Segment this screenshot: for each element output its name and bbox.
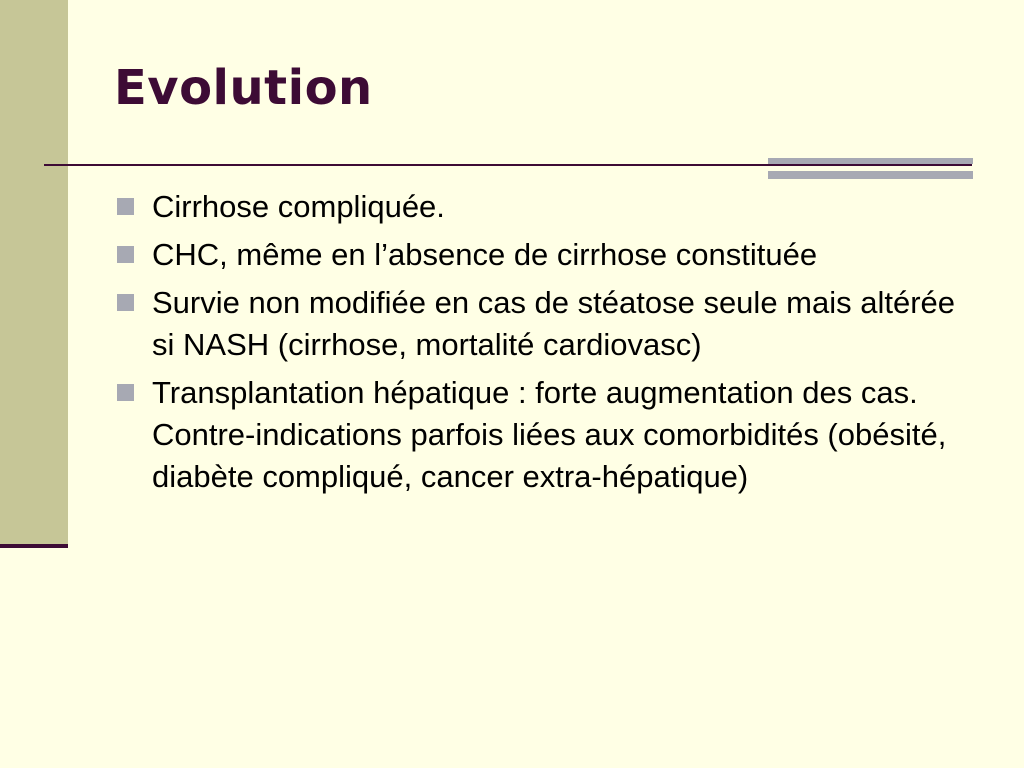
bullet-text: Cirrhose compliquée. <box>152 189 445 224</box>
gray-bar-bottom <box>768 171 973 179</box>
bullet-text: Survie non modifiée en cas de stéatose seule mais altérée si NASH (cirrhose, mortalité cardiovasc) <box>152 285 956 362</box>
left-band-underline <box>0 544 68 548</box>
bullet-list <box>114 186 974 504</box>
decorative-gray-bars <box>768 158 973 180</box>
bullet-text: CHC, même en l’absence de cirrhose constituée <box>152 237 818 272</box>
bullet-item <box>114 186 974 228</box>
bullet-text: Transplantation hépatique : forte augmentation des cas. Contre-indications parfois liées aux comorbidités (obésité, diabète compliqué, cancer extra-hépatique) <box>152 375 947 494</box>
square-bullet-icon <box>117 294 134 311</box>
gray-bar-top <box>768 158 973 164</box>
square-bullet-icon <box>117 384 134 401</box>
slide-title: Evolution <box>114 60 373 116</box>
square-bullet-icon <box>117 198 134 215</box>
bullet-item <box>114 372 974 498</box>
bullet-item <box>114 282 974 366</box>
left-decorative-band <box>0 0 68 545</box>
square-bullet-icon <box>117 246 134 263</box>
bullet-item <box>114 234 974 276</box>
